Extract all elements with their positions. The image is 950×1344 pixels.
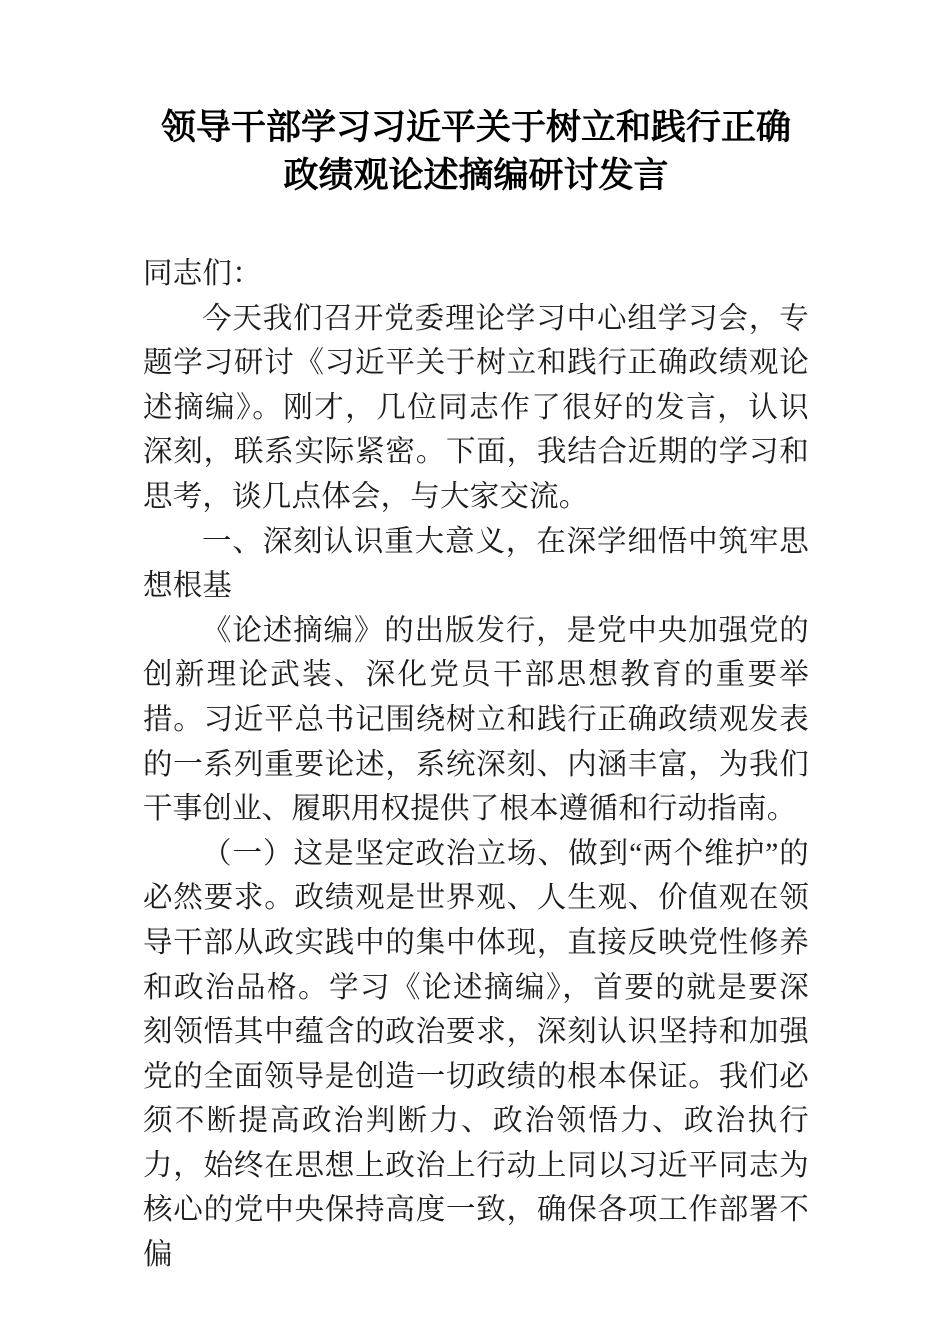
document-text-column	[143, 0, 809, 1278]
section-heading-one: 一、深刻认识重大意义，在深学细悟中筑牢思想根基	[143, 525, 809, 603]
document-body	[143, 252, 809, 1278]
salutation: 同志们：	[143, 258, 262, 290]
paragraph-subsection-one: （一）这是坚定政治立场、做到“两个维护”的必然要求。政绩观是世界观、人生观、价值观在领导干部从政实践中的集中体现，直接反映党性修养和政治品格。学习《论述摘编》，首要的就是要深刻领悟其中蕴含的政治要求，深刻认识坚持和加强党的全面领导是创造一切政绩的根本保证。我们必须不断提高政治判断力、政治领悟力、政治执行力，始终在思想上政治上行动上同以习近平同志为核心的党中央保持高度一致，确保各项工作部署不偏	[143, 837, 809, 1272]
title-line-2: 政绩观论述摘编研讨发言	[283, 156, 669, 195]
paragraph-opening: 今天我们召开党委理论学习中心组学习会，专题学习研讨《习近平关于树立和践行正确政绩观论述摘编》。刚才，几位同志作了很好的发言，认识深刻，联系实际紧密。下面，我结合近期的学习和思考，谈几点体会，与大家交流。	[143, 302, 809, 513]
page-title	[143, 0, 809, 200]
paragraph-significance: 《论述摘编》的出版发行，是党中央加强党的创新理论武装、深化党员干部思想教育的重要举措。习近平总书记围绕树立和践行正确政绩观发表的一系列重要论述，系统深刻、内涵丰富，为我们干事创业、履职用权提供了根本遵循和行动指南。	[143, 614, 809, 826]
title-line-1: 领导干部学习习近平关于树立和践行正确	[160, 108, 791, 147]
